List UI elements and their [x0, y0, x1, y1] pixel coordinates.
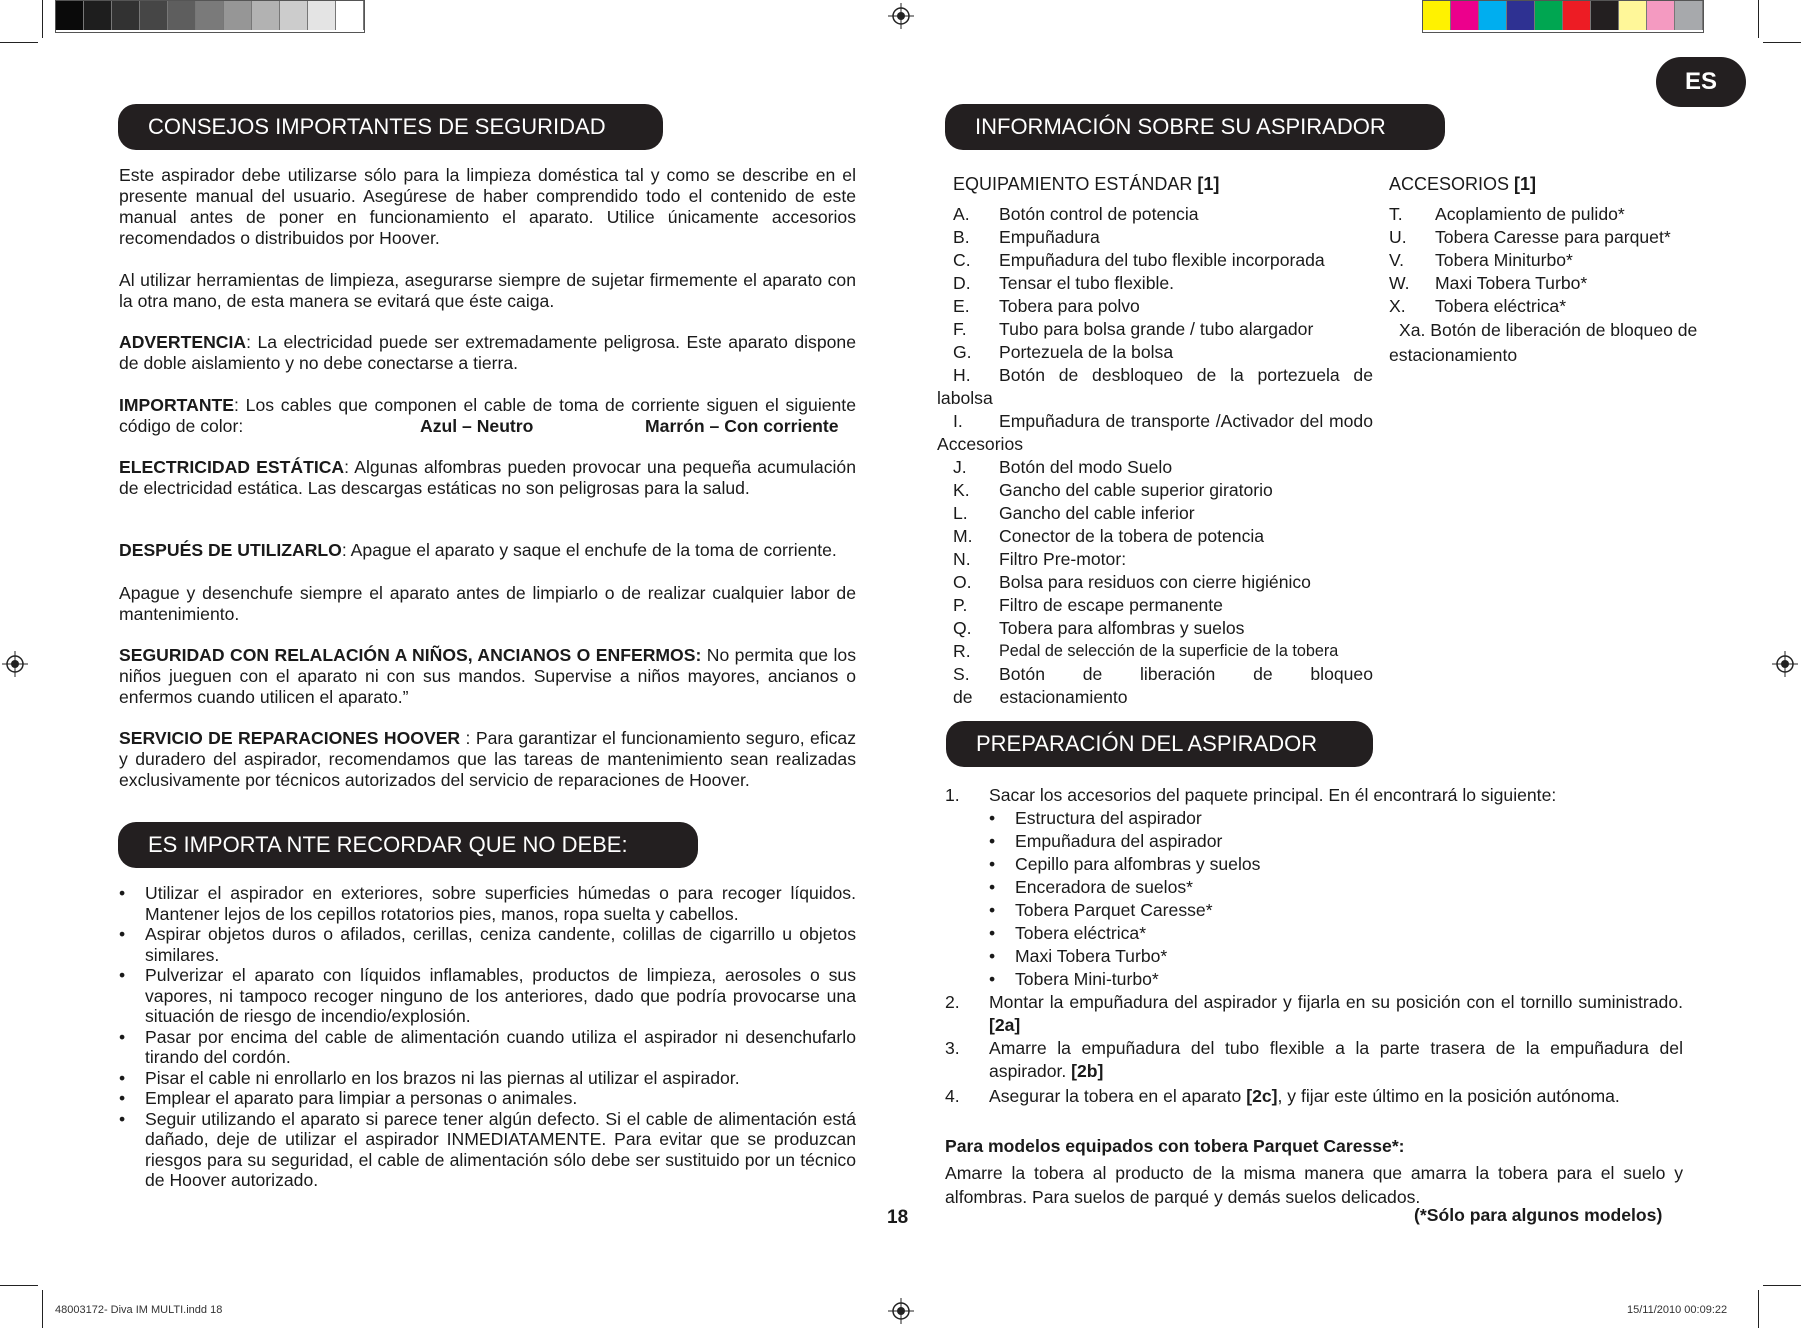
list-item — [1389, 272, 1709, 295]
footer-timestamp: 15/11/2010 00:09:22 — [1627, 1304, 1728, 1316]
item-key: S. — [953, 664, 970, 684]
list-item: • Tobera Parquet Caresse* — [989, 899, 1683, 922]
color-swatch — [336, 1, 364, 30]
item-text: Conector de la tobera de potencia — [999, 526, 1265, 546]
list-item: • Cepillo para alfombras y suelos — [989, 853, 1683, 876]
prep-heading: PREPARACIÓN DEL ASPIRADOR — [946, 721, 1373, 767]
footer-file: 48003172- Diva IM MULTI.indd 18 — [55, 1304, 223, 1316]
list-item — [953, 571, 1373, 594]
item-text: Botón de desbloqueo de la portezuela de labolsa — [937, 365, 1373, 408]
list-item — [953, 456, 1373, 479]
item-text: Botón control de potencia — [999, 204, 1199, 224]
accessories-list — [1389, 203, 1709, 368]
item-text: Bolsa para residuos con cierre higiénico — [999, 572, 1311, 592]
item-key: C. — [953, 250, 971, 270]
color-swatch — [140, 1, 168, 30]
list-item — [1389, 203, 1709, 226]
item-text: Empuñadura — [999, 227, 1100, 247]
accessories-title-text: ACCESORIOS — [1389, 174, 1510, 194]
list-item: • Pulverizar el aparato con líquidos inflamables, productos de limpieza, aerosoles o sus vapores, ni tampoco recoger ninguno de los anteriores, dado que podría provocarse una situación de riesgo de incendio/explosión. — [119, 965, 856, 1027]
list-item — [953, 640, 1373, 663]
color-swatch — [224, 1, 252, 30]
item-key: V. — [1389, 250, 1405, 270]
list-item — [953, 617, 1373, 640]
item-key: J. — [953, 457, 967, 477]
accessories-ref: [1] — [1514, 174, 1537, 194]
list-item — [953, 663, 1373, 709]
step-ref: [2a] — [989, 1015, 1021, 1035]
color-swatch — [1479, 1, 1507, 30]
static-paragraph — [119, 457, 856, 499]
list-item: • Tobera Mini-turbo* — [989, 968, 1683, 991]
item-text: Maxi Tobera Turbo* — [1435, 273, 1588, 293]
item-key: N. — [953, 549, 971, 569]
color-swatch — [1535, 1, 1563, 30]
after-use-note: Apague y desenchufe siempre el aparato antes de limpiarlo o de realizar cualquier labor de mantenimiento. — [119, 583, 856, 624]
list-item: • Pisar el cable ni enrollarlo en los brazos ni las piernas al utilizar el aspirador. — [119, 1068, 856, 1089]
item-text: Tobera Miniturbo* — [1435, 250, 1573, 270]
package-contents — [929, 807, 1683, 991]
list-item — [953, 479, 1373, 502]
list-item: • Enceradora de suelos* — [989, 876, 1683, 899]
page-number: 18 — [887, 1207, 909, 1228]
crop-mark — [0, 42, 38, 43]
after-use-text: : Apague el aparato y saque el enchufe de la toma de corriente. — [341, 540, 837, 560]
color-swatch — [252, 1, 280, 30]
step-ref: [2b] — [1071, 1061, 1104, 1081]
list-item — [953, 548, 1373, 571]
list-item — [953, 226, 1373, 249]
item-text: Botón de liberación de bloqueo de estacionamiento — [953, 664, 1373, 707]
item-text: Tobera Caresse para parquet* — [1435, 227, 1671, 247]
color-swatch-bar — [1422, 0, 1704, 33]
list-item — [953, 502, 1373, 525]
list-item — [953, 594, 1373, 617]
color-swatch — [168, 1, 196, 30]
standard-title-text: EQUIPAMIENTO ESTÁNDAR — [953, 174, 1193, 194]
gray-swatch-bar — [55, 0, 365, 33]
step-number: 2. — [945, 992, 960, 1012]
item-text: Botón del modo Suelo — [999, 457, 1173, 477]
item-text: Tensar el tubo flexible. — [999, 273, 1175, 293]
standard-equipment-list — [937, 203, 1373, 709]
list-item — [1389, 226, 1709, 249]
item-text: Portezuela de la bolsa — [999, 342, 1174, 362]
step-text: Sacar los accesorios del paquete principal. En él encontrará lo siguiente: — [989, 785, 1557, 805]
standard-ref: [1] — [1197, 174, 1220, 194]
crop-mark — [1758, 0, 1759, 38]
color-swatch — [1619, 1, 1647, 30]
list-item — [953, 203, 1373, 226]
item-key: E. — [953, 296, 970, 316]
item-key: B. — [953, 227, 970, 247]
item-text: Empuñadura de transporte /Activador del modo Accesorios — [937, 411, 1373, 454]
item-key: M. — [953, 526, 973, 546]
remember-heading: ES IMPORTA NTE RECORDAR QUE NO DEBE: — [118, 822, 698, 868]
item-text: Empuñadura del tubo flexible incorporada — [999, 250, 1325, 270]
preparation-steps — [945, 784, 1683, 1108]
item-text: Filtro Pre-motor: — [999, 549, 1127, 569]
do-not-list — [119, 883, 856, 1191]
item-key: R. — [953, 641, 971, 661]
color-swatch — [1423, 1, 1451, 30]
parquet-title: Para modelos equipados con tobera Parquet Caresse*: — [945, 1136, 1405, 1156]
color-swatch — [1647, 1, 1675, 30]
step-ref: [2c] — [1246, 1086, 1278, 1106]
crop-mark — [1763, 42, 1801, 43]
color-swatch — [84, 1, 112, 30]
list-item: • Empuñadura del aspirador — [989, 830, 1683, 853]
color-swatch — [112, 1, 140, 30]
item-key: G. — [953, 342, 972, 362]
step-text — [989, 991, 1683, 1037]
warning-paragraph — [119, 332, 856, 374]
step-body: Amarre la empuñadura del tubo flexible a la parte trasera de la empuñadura del aspirador. — [989, 1038, 1683, 1081]
item-key: K. — [953, 480, 970, 500]
warning-text: : La electricidad puede ser extremadamente peligrosa. Este aparato dispone de doble aislamiento y no debe conectarse a tierra. — [119, 332, 856, 373]
item-text: Pedal de selección de la superficie de la tobera — [999, 642, 1339, 660]
color-swatch — [1591, 1, 1619, 30]
safety-heading: CONSEJOS IMPORTANTES DE SEGURIDAD — [118, 104, 663, 150]
item-text: Tobera para alfombras y suelos — [999, 618, 1245, 638]
parquet-text: Amarre la tobera al producto de la misma manera que amarra la tobera para el suelo y alfombras. Para suelos de parqué y demás suelos delicados. — [945, 1163, 1683, 1207]
item-text: Tubo para bolsa grande / tubo alargador — [999, 319, 1314, 339]
item-key: H. — [953, 365, 971, 385]
step-body-end: , y fijar este último en la posición autónoma. — [1277, 1086, 1620, 1106]
safety-intro: Este aspirador debe utilizarse sólo para la limpieza doméstica tal y como se describe en el presente manual del usuario. Asegúrese de haber comprendido todo el contenido de este manual antes de poner en funcionamiento el aparato. Utilice únicamente accesorios recomendados o distribuidos por Hoover. — [119, 165, 856, 248]
list-item — [953, 249, 1373, 272]
children-paragraph — [119, 645, 856, 708]
crop-mark — [42, 0, 43, 38]
step-number: 3. — [945, 1038, 960, 1058]
children-text: No permita que los niños jueguen con el aparato ni con sus mandos. Supervise a niños mayores, ancianos o enfermos cuando utilicen el aparato.” — [119, 645, 856, 707]
important-text: : Los cables que componen el cable de toma de corriente siguen el siguiente código de color: — [119, 395, 856, 436]
list-item: • Pasar por encima del cable de alimentación cuando utiliza el aspirador ni desenchufarlo tirando del cordón. — [119, 1027, 856, 1068]
registration-mark-icon — [2, 651, 28, 677]
list-item: • Estructura del aspirador — [989, 807, 1683, 830]
item-key: D. — [953, 273, 971, 293]
item-text: Gancho del cable inferior — [999, 503, 1195, 523]
color-code-live: Marrón – Con corriente — [645, 416, 839, 436]
step-body: Asegurar la tobera en el aparato — [989, 1086, 1247, 1106]
step-item — [945, 1085, 1683, 1108]
crop-mark — [1758, 1290, 1759, 1328]
after-use-label: DESPUÉS DE UTILIZARLO — [119, 540, 342, 560]
tools-note: Al utilizar herramientas de limpieza, asegurarse siempre de sujetar firmemente el aparato con la otra mano, de esta manera se evitará que éste caiga. — [119, 270, 856, 311]
step-number: 1. — [945, 785, 960, 805]
color-swatch — [308, 1, 336, 30]
service-text: : Para garantizar el funcionamiento seguro, eficaz y duradero del aspirador, recomendamos que las tareas de mantenimiento sean realizadas exclusivamente por técnicos autorizados del servicio de reparaciones de Hoover. — [119, 728, 856, 790]
service-label: SERVICIO DE REPARACIONES HOOVER — [119, 728, 461, 748]
static-text: : Algunas alfombras pueden provocar una pequeña acumulación de electricidad estática. Las descargas estáticas no son peligrosas para la salud. — [119, 457, 856, 498]
children-label: SEGURIDAD CON RELALACIÓN A NIÑOS, ANCIANOS O ENFERMOS: — [119, 645, 702, 665]
color-swatch — [56, 1, 84, 30]
registration-mark-icon — [888, 1298, 914, 1324]
item-key: O. — [953, 572, 972, 592]
item-key: P. — [953, 595, 968, 615]
color-swatch — [1563, 1, 1591, 30]
item-text: Tobera eléctrica* — [1435, 296, 1567, 316]
step-item — [945, 1037, 1683, 1083]
list-item: • Tobera eléctrica* — [989, 922, 1683, 945]
info-heading: INFORMACIÓN SOBRE SU ASPIRADOR — [945, 104, 1445, 150]
item-text: Tobera para polvo — [999, 296, 1140, 316]
item-key: A. — [953, 204, 970, 224]
list-item: • Seguir utilizando el aparato si parece tener algún defecto. Si el cable de alimentación está dañado, deje de utilizar el aspirador INMEDIATAMENTE. Para evitar que se produzcan riesgos para su seguridad, el cable de alimentación sólo debe ser sustituido por un técnico de Hoover autorizado. — [119, 1109, 856, 1191]
list-item — [953, 525, 1373, 548]
list-item — [1389, 249, 1709, 272]
standard-equipment-title — [953, 174, 1219, 195]
step-text — [989, 1085, 1683, 1108]
list-item: • Utilizar el aspirador en exteriores, sobre superficies húmedas o para recoger líquidos. Mantener lejos de los cepillos rotatorios pies, manos, ropa suelta y cabellos. — [119, 883, 856, 924]
item-key: I. — [953, 411, 963, 431]
static-label: ELECTRICIDAD ESTÁTICA — [119, 457, 345, 477]
accessories-title — [1389, 174, 1536, 195]
item-key: F. — [953, 319, 967, 339]
list-item — [953, 318, 1373, 341]
crop-mark — [0, 1285, 38, 1286]
color-swatch — [1451, 1, 1479, 30]
models-note: (*Sólo para algunos modelos) — [1414, 1205, 1663, 1225]
after-use-paragraph — [119, 540, 856, 561]
step-number: 4. — [945, 1086, 960, 1106]
item-key: U. — [1389, 227, 1407, 247]
crop-mark — [42, 1290, 43, 1328]
color-swatch — [196, 1, 224, 30]
list-item: • Emplear el aparato para limpiar a personas o animales. — [119, 1088, 856, 1109]
step-item — [945, 784, 1683, 807]
service-paragraph — [119, 728, 856, 791]
color-swatch — [1507, 1, 1535, 30]
item-key: T. — [1389, 204, 1403, 224]
list-item — [1389, 295, 1709, 318]
item-key: Q. — [953, 618, 972, 638]
list-item — [953, 272, 1373, 295]
color-code-neutral: Azul – Neutro — [420, 416, 534, 436]
list-item: • Maxi Tobera Turbo* — [989, 945, 1683, 968]
registration-mark-icon — [1772, 651, 1798, 677]
list-item: Xa. Botón de liberación de bloqueo de estacionamiento — [1389, 320, 1698, 365]
item-key: L. — [953, 503, 968, 523]
color-swatch — [280, 1, 308, 30]
warning-label: ADVERTENCIA — [119, 332, 247, 352]
crop-mark — [1763, 1285, 1801, 1286]
list-item — [953, 341, 1373, 364]
color-swatch — [1675, 1, 1703, 30]
list-item: • Aspirar objetos duros o afilados, cerillas, ceniza candente, colillas de cigarrillo u objetos similares. — [119, 924, 856, 965]
step-item — [945, 991, 1683, 1037]
list-item — [937, 364, 1373, 410]
list-item — [937, 410, 1373, 456]
item-key: X. — [1389, 296, 1406, 316]
registration-mark-icon — [888, 3, 914, 29]
step-body: Montar la empuñadura del aspirador y fijarla en su posición con el tornillo suministrado. — [989, 992, 1683, 1012]
step-text — [989, 1037, 1683, 1083]
item-text: Acoplamiento de pulido* — [1435, 204, 1625, 224]
list-item — [953, 295, 1373, 318]
item-text: Gancho del cable superior giratorio — [999, 480, 1273, 500]
item-text: Filtro de escape permanente — [999, 595, 1223, 615]
language-tab: ES — [1656, 57, 1746, 107]
item-key: W. — [1389, 273, 1410, 293]
important-label: IMPORTANTE — [119, 395, 235, 415]
